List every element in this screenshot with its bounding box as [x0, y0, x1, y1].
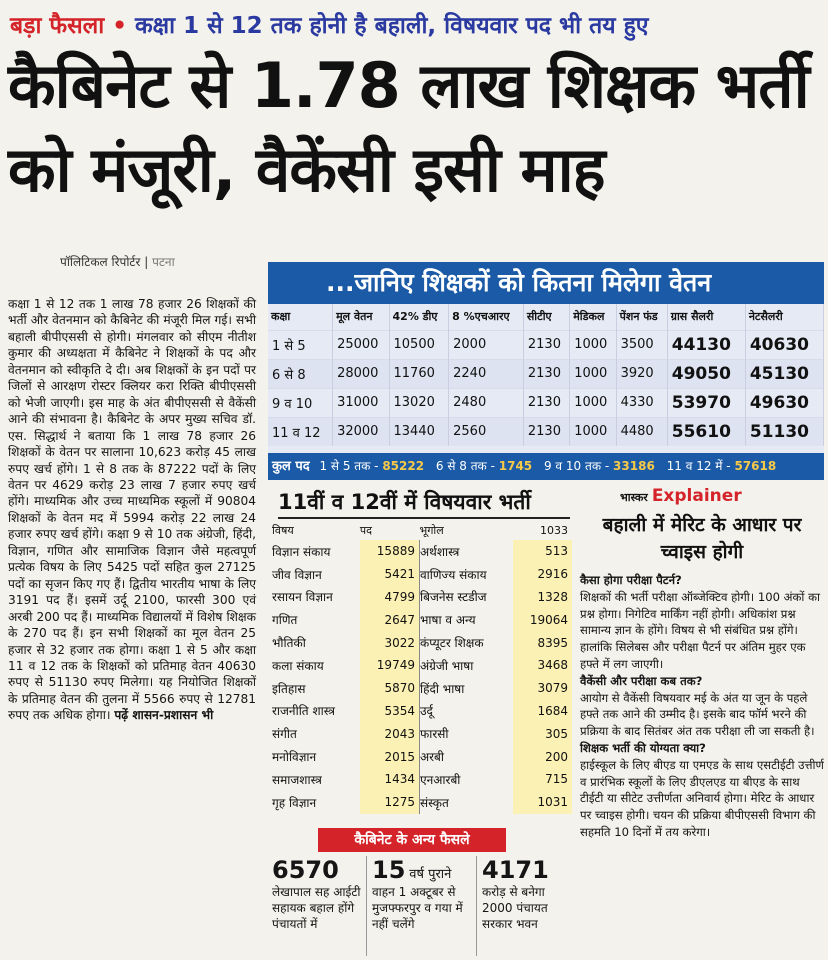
salary-cell: 51130: [745, 417, 823, 446]
subjects-cell: 1684: [513, 700, 572, 723]
explainer-answer: शिक्षकों की भर्ती परीक्षा ऑब्जेक्टिव होगी। 100 अंकों का प्रश्न होगा। निगेटिव मार्किंग नहीं होगी। अधिकांश प्रश्न सामान्य ज्ञान के होंगे। विषय से भी संबंधित प्रश्न होंगे। हालांकि सिलेबस और परीक्षा पैटर्न पर अंतिम मुहर एक हफ्ते में लग जाएगी।: [580, 589, 821, 671]
subjects-cell: विज्ञान संकाय: [272, 544, 331, 559]
subjects-cell: 2015: [360, 745, 420, 768]
salary-cell: 4480: [616, 417, 667, 446]
total-segment: [319, 459, 424, 473]
salary-box-title: ...जानिए शिक्षकों को कितना मिलेगा वेतन: [268, 262, 824, 304]
subjects-row: [272, 722, 572, 745]
salary-cell: 1 से 5: [268, 330, 333, 359]
subjects-cell: 3079: [513, 677, 572, 700]
salary-header: 8 %एचआरए: [449, 304, 524, 330]
salary-cell: 49630: [745, 388, 823, 417]
subjects-cell: 1031: [513, 791, 572, 814]
subjects-row: [272, 631, 572, 654]
subjects-cell: जीव विज्ञान: [272, 567, 322, 582]
salary-row: [268, 359, 824, 388]
salary-header-row: [268, 304, 824, 330]
subjects-row: [272, 768, 572, 791]
salary-cell: 25000: [333, 330, 389, 359]
salary-cell: 45130: [745, 359, 823, 388]
salary-cell: 31000: [333, 388, 389, 417]
salary-cell: 32000: [333, 417, 389, 446]
cabinet-divider: [366, 856, 367, 956]
subjects-header: 1033: [540, 523, 568, 537]
subjects-row: [272, 791, 572, 814]
salary-header: पेंशन फंड: [616, 304, 667, 330]
cabinet-item: [372, 856, 472, 932]
headline: कैबिनेट से 1.78 लाख शिक्षक भर्ती को मंजूरी, वैकेंसी इसी माह: [8, 49, 809, 206]
subjects-cell: अर्थशास्त्र: [419, 544, 460, 559]
cabinet-item-text: वाहन 1 अक्टूबर से मुजफ्फरपुर व गया में नहीं चलेंगे: [372, 885, 463, 931]
total-segment-label: 1 से 5 तक -: [319, 459, 379, 473]
cabinet-decisions-title: कैबिनेट के अन्य फैसले: [318, 828, 506, 852]
total-segment: [544, 459, 655, 473]
cabinet-divider: [476, 856, 477, 956]
cabinet-item-number: 4171: [482, 856, 549, 884]
subjects-cell: 4799: [360, 586, 420, 609]
salary-cell: 3920: [616, 359, 667, 388]
cabinet-item-text: लेखापाल सह आईटी सहायक बहाल होंगे पंचायतों में: [272, 885, 361, 931]
salary-row: [268, 417, 824, 446]
salary-cell: 11 व 12: [268, 417, 333, 446]
salary-header: सीटीए: [523, 304, 569, 330]
subjects-row: [272, 677, 572, 700]
subjects-cell: 513: [513, 540, 572, 563]
explainer-question: कैसा होगा परीक्षा पैटर्न?: [580, 573, 682, 587]
total-segment-label: 6 से 8 तक -: [435, 459, 495, 473]
subjects-cell: 200: [513, 745, 572, 768]
cabinet-item: [482, 856, 572, 932]
cabinet-item-number: 15: [372, 856, 406, 884]
subjects-row: [272, 540, 572, 563]
cabinet-item-number: 6570: [272, 856, 339, 884]
subjects-cell: मनोविज्ञान: [272, 750, 317, 765]
subjects-cell: 305: [513, 722, 572, 745]
explainer-question: शिक्षक भर्ती की योग्यता क्या?: [580, 740, 706, 755]
explainer-answer: हाईस्कूल के लिए बीएड या एमएड के साथ एसटीईटी उत्तीर्ण व प्रारंभिक स्कूलों के लिए डीएलएड या बीएड के साथ टीईटी या सीटेट उत्तीर्णता अनिवार्य होगा। मेरिट के आधार पर च्वाइस होगी। चयन की प्रक्रिया बीपीएससी विभाग की सहमति 10 दिनों में तय करेगा।: [580, 757, 824, 839]
salary-header: मूल वेतन: [333, 304, 389, 330]
total-segment-label: 9 व 10 तक -: [543, 459, 610, 473]
kicker-text: कक्षा 1 से 12 तक होनी है बहाली, विषयवार पद भी तय हुए: [134, 13, 649, 39]
kicker-dot: •: [112, 13, 127, 39]
subjects-cell: कंप्यूटर शिक्षक: [419, 636, 484, 651]
subjects-row: [272, 654, 572, 677]
subjects-cell: भाषा व अन्य: [419, 613, 476, 628]
subjects-cell: 3022: [360, 631, 420, 654]
subjects-row: [272, 745, 572, 768]
salary-cell: 2240: [449, 359, 524, 388]
subjects-cell: 715: [513, 768, 572, 791]
byline-reporter: पॉलिटिकल रिपोर्टर: [60, 255, 141, 269]
salary-header: 42% डीए: [389, 304, 449, 330]
total-posts-label: कुल पद: [272, 459, 310, 474]
salary-header: ग्रास सैलरी: [667, 304, 745, 330]
salary-row: [268, 330, 824, 359]
subjects-cell: 2916: [513, 563, 572, 586]
total-posts-bar: [268, 453, 824, 480]
total-segment-value: 1745: [498, 459, 533, 473]
subjects-row: [272, 608, 572, 631]
salary-cell: 44130: [667, 330, 745, 359]
subjects-row: [272, 700, 572, 723]
salary-cell: 13020: [389, 388, 449, 417]
subjects-cell: गृह विज्ञान: [272, 795, 317, 810]
subjects-cell: 5870: [360, 677, 420, 700]
subjects-cell: संस्कृत: [419, 795, 449, 810]
subjects-cell: एनआरबी: [419, 772, 461, 787]
total-segment: [436, 459, 532, 473]
salary-box: [268, 262, 824, 480]
salary-cell: 9 व 10: [268, 388, 333, 417]
salary-cell: 49050: [667, 359, 745, 388]
subjects-row: [272, 586, 572, 609]
subjects-cell: हिंदी भाषा: [419, 681, 465, 696]
subjects-cell: 19749: [360, 654, 420, 677]
cabinet-item: [272, 856, 364, 932]
explainer-body: [580, 572, 824, 841]
salary-cell: 1000: [570, 330, 616, 359]
salary-cell: 2480: [449, 388, 524, 417]
salary-cell: 2130: [523, 330, 569, 359]
salary-row: [268, 388, 824, 417]
subjects-cell: राजनीति शास्त्र: [272, 704, 336, 719]
salary-cell: 1000: [570, 359, 616, 388]
salary-header: कक्षा: [268, 304, 333, 330]
subjects-cell: गणित: [272, 613, 298, 628]
explainer-label: Explainer: [651, 486, 742, 506]
salary-cell: 28000: [333, 359, 389, 388]
subjects-cell: 3468: [513, 654, 572, 677]
subjects-header: पद: [359, 523, 373, 537]
total-segment-value: 33186: [613, 459, 655, 473]
total-segment-value: 85222: [382, 459, 425, 473]
salary-cell: 11760: [389, 359, 449, 388]
subjects-cell: 5354: [360, 700, 420, 723]
subjects-cell: 1275: [360, 791, 420, 814]
subjects-header-row: [272, 520, 572, 540]
explainer-brand: [620, 486, 742, 506]
subjects-cell: 1434: [360, 768, 420, 791]
article-body: कक्षा 1 से 12 तक 1 लाख 78 हजार 26 शिक्षकों की भर्ती और वेतनमान को कैबिनेट की मंजूरी मिल गई। सभी बहाली बीपीएससी से होगी। मंगलवार को सीएम नीतीश कुमार की अध्यक्षता में कैबिनेट ने शिक्षकों के पद और वेतनमान को स्वीकृति दे दी। अब शिक्षकों के इन पदों पर जिलों से आरक्षण रोस्टर क्लियर करा रिक्ति बीपीएससी को भेजी जाएगी। इस माह के अंत बीपीएससी से वैकेंसी आने की संभावना है। कैबिनेट के अपर मुख्य सचिव डॉ. एस. सिद्धार्थ ने बताया कि 1 लाख 78 हजार 26 शिक्षकों के वेतन पर सालाना 10,623 करोड़ 45 लाख रुपए खर्च होंगे। 1 से 8 तक के 87222 पदों के लिए वेतन पर 4629 करोड़ 23 लाख 7 हजार रुपए खर्च होंगे। माध्यमिक और उच्च माध्यमिक स्कूलों में 90804 शिक्षकों के वेतन मद में 5994 करोड़ 22 लाख 24 हजार रुपए खर्च होंगे। कक्षा 9 से 10 तक अंग्रेजी, हिंदी, विज्ञान, गणित और सामाजिक विज्ञान जैसे महत्वपूर्ण प्रत्येक विषय के लिए 5425 पदों सहित कुल 27125 पदों का सृजन किए गए हैं। द्वितीय भारतीय भाषा के लिए 3191 पद हैं। इसमें उर्दू 2100, फारसी 300 एवं अरबी 200 पद हैं। माध्यमिक विद्यालयों में विशेष शिक्षक के 270 पद हैं। इन सभी शिक्षकों का मूल वेतन 25 हजार से 32 हजार तक होगा। कक्षा 1 से 5 और कक्षा 11 व 12 तक के शिक्षकों को प्रतिमाह वेतन 40630 रुपए से 51130 रुपए मिलेगा। यह नियोजित शिक्षकों के प्रतिमाह वेतन की तुलना में 5566 रुपए से 12781 रुपए तक अधिक होगा।: [8, 297, 256, 723]
subjects-cell: समाजशास्त्र: [272, 772, 322, 787]
salary-cell: 3500: [616, 330, 667, 359]
left-column-article: [8, 296, 256, 724]
subjects-cell: 8395: [513, 631, 572, 654]
subjects-row: [272, 563, 572, 586]
subjects-cell: रसायन विज्ञान: [272, 590, 333, 605]
explainer-headline: बहाली में मेरिट के आधार पर च्वाइस होगी: [602, 514, 802, 563]
salary-header: मेडिकल: [570, 304, 616, 330]
subjects-cell: इतिहास: [272, 681, 306, 696]
total-segment: [667, 459, 777, 473]
salary-cell: 2000: [449, 330, 524, 359]
explainer-question: वैकेंसी और परीक्षा कब तक?: [580, 673, 703, 688]
subjects-cell: अंग्रेजी भाषा: [419, 658, 474, 673]
subjects-header: विषय: [272, 523, 294, 537]
subjects-cell: फारसी: [419, 727, 449, 742]
salary-cell: 6 से 8: [268, 359, 333, 388]
subjects-cell: 19064: [513, 608, 572, 631]
bhaskar-logo: भास्कर: [620, 491, 648, 504]
salary-cell: 2130: [523, 359, 569, 388]
kicker-label: बड़ा फैसला: [10, 13, 105, 39]
cabinet-item-suffix: वर्ष पुराने: [409, 867, 452, 882]
subjects-title: 11वीं व 12वीं में विषयवार भर्ती: [278, 488, 570, 516]
subjects-cell: कला संकाय: [272, 658, 324, 673]
subjects-cell: भौतिकी: [272, 636, 306, 651]
subjects-cell: 5421: [360, 563, 420, 586]
salary-cell: 55610: [667, 417, 745, 446]
salary-cell: 40630: [745, 330, 823, 359]
kicker: [10, 8, 649, 40]
salary-table: [268, 304, 824, 446]
cabinet-item-text: करोड़ से बनेगा 2000 पंचायत सरकार भवन: [482, 885, 548, 931]
salary-cell: 2560: [449, 417, 524, 446]
subjects-cell: 2647: [360, 608, 420, 631]
total-segment-value: 57618: [734, 459, 777, 473]
subjects-header: भूगोल: [419, 523, 444, 537]
explainer-answer: आयोग से वैकेंसी विषयवार मई के अंत या जून के पहले हफ्ते तक आने की उम्मीद है। इसके बाद फॉर्म भरने की प्रक्रिया के बाद सितंबर अंत तक परीक्षा ली जा सकती है।: [580, 690, 815, 739]
continued-link[interactable]: पढ़ें शासन-प्रशासन भी: [114, 708, 214, 723]
subjects-cell: संगीत: [272, 727, 297, 742]
salary-cell: 53970: [667, 388, 745, 417]
subjects-cell: अरबी: [419, 750, 445, 765]
salary-cell: 4330: [616, 388, 667, 417]
salary-cell: 10500: [389, 330, 449, 359]
salary-cell: 2130: [523, 388, 569, 417]
salary-cell: 13440: [389, 417, 449, 446]
byline-city: पटना: [152, 255, 175, 269]
subjects-cell: उर्दू: [419, 704, 433, 719]
subjects-cell: बिजनेस स्टडीज: [419, 590, 487, 605]
salary-header: नेटसैलरी: [745, 304, 823, 330]
subjects-cell: वाणिज्य संकाय: [419, 567, 487, 582]
total-segment-label: 11 व 12 में -: [666, 459, 731, 473]
byline: पॉलिटिकल रिपोर्टर | पटना: [60, 255, 175, 269]
salary-cell: 2130: [523, 417, 569, 446]
salary-cell: 1000: [570, 417, 616, 446]
subjects-cell: 15889: [360, 540, 420, 563]
subjects-cell: 1328: [513, 586, 572, 609]
subjects-table: [272, 520, 572, 814]
subjects-box: [272, 520, 572, 814]
salary-cell: 1000: [570, 388, 616, 417]
subjects-cell: 2043: [360, 722, 420, 745]
